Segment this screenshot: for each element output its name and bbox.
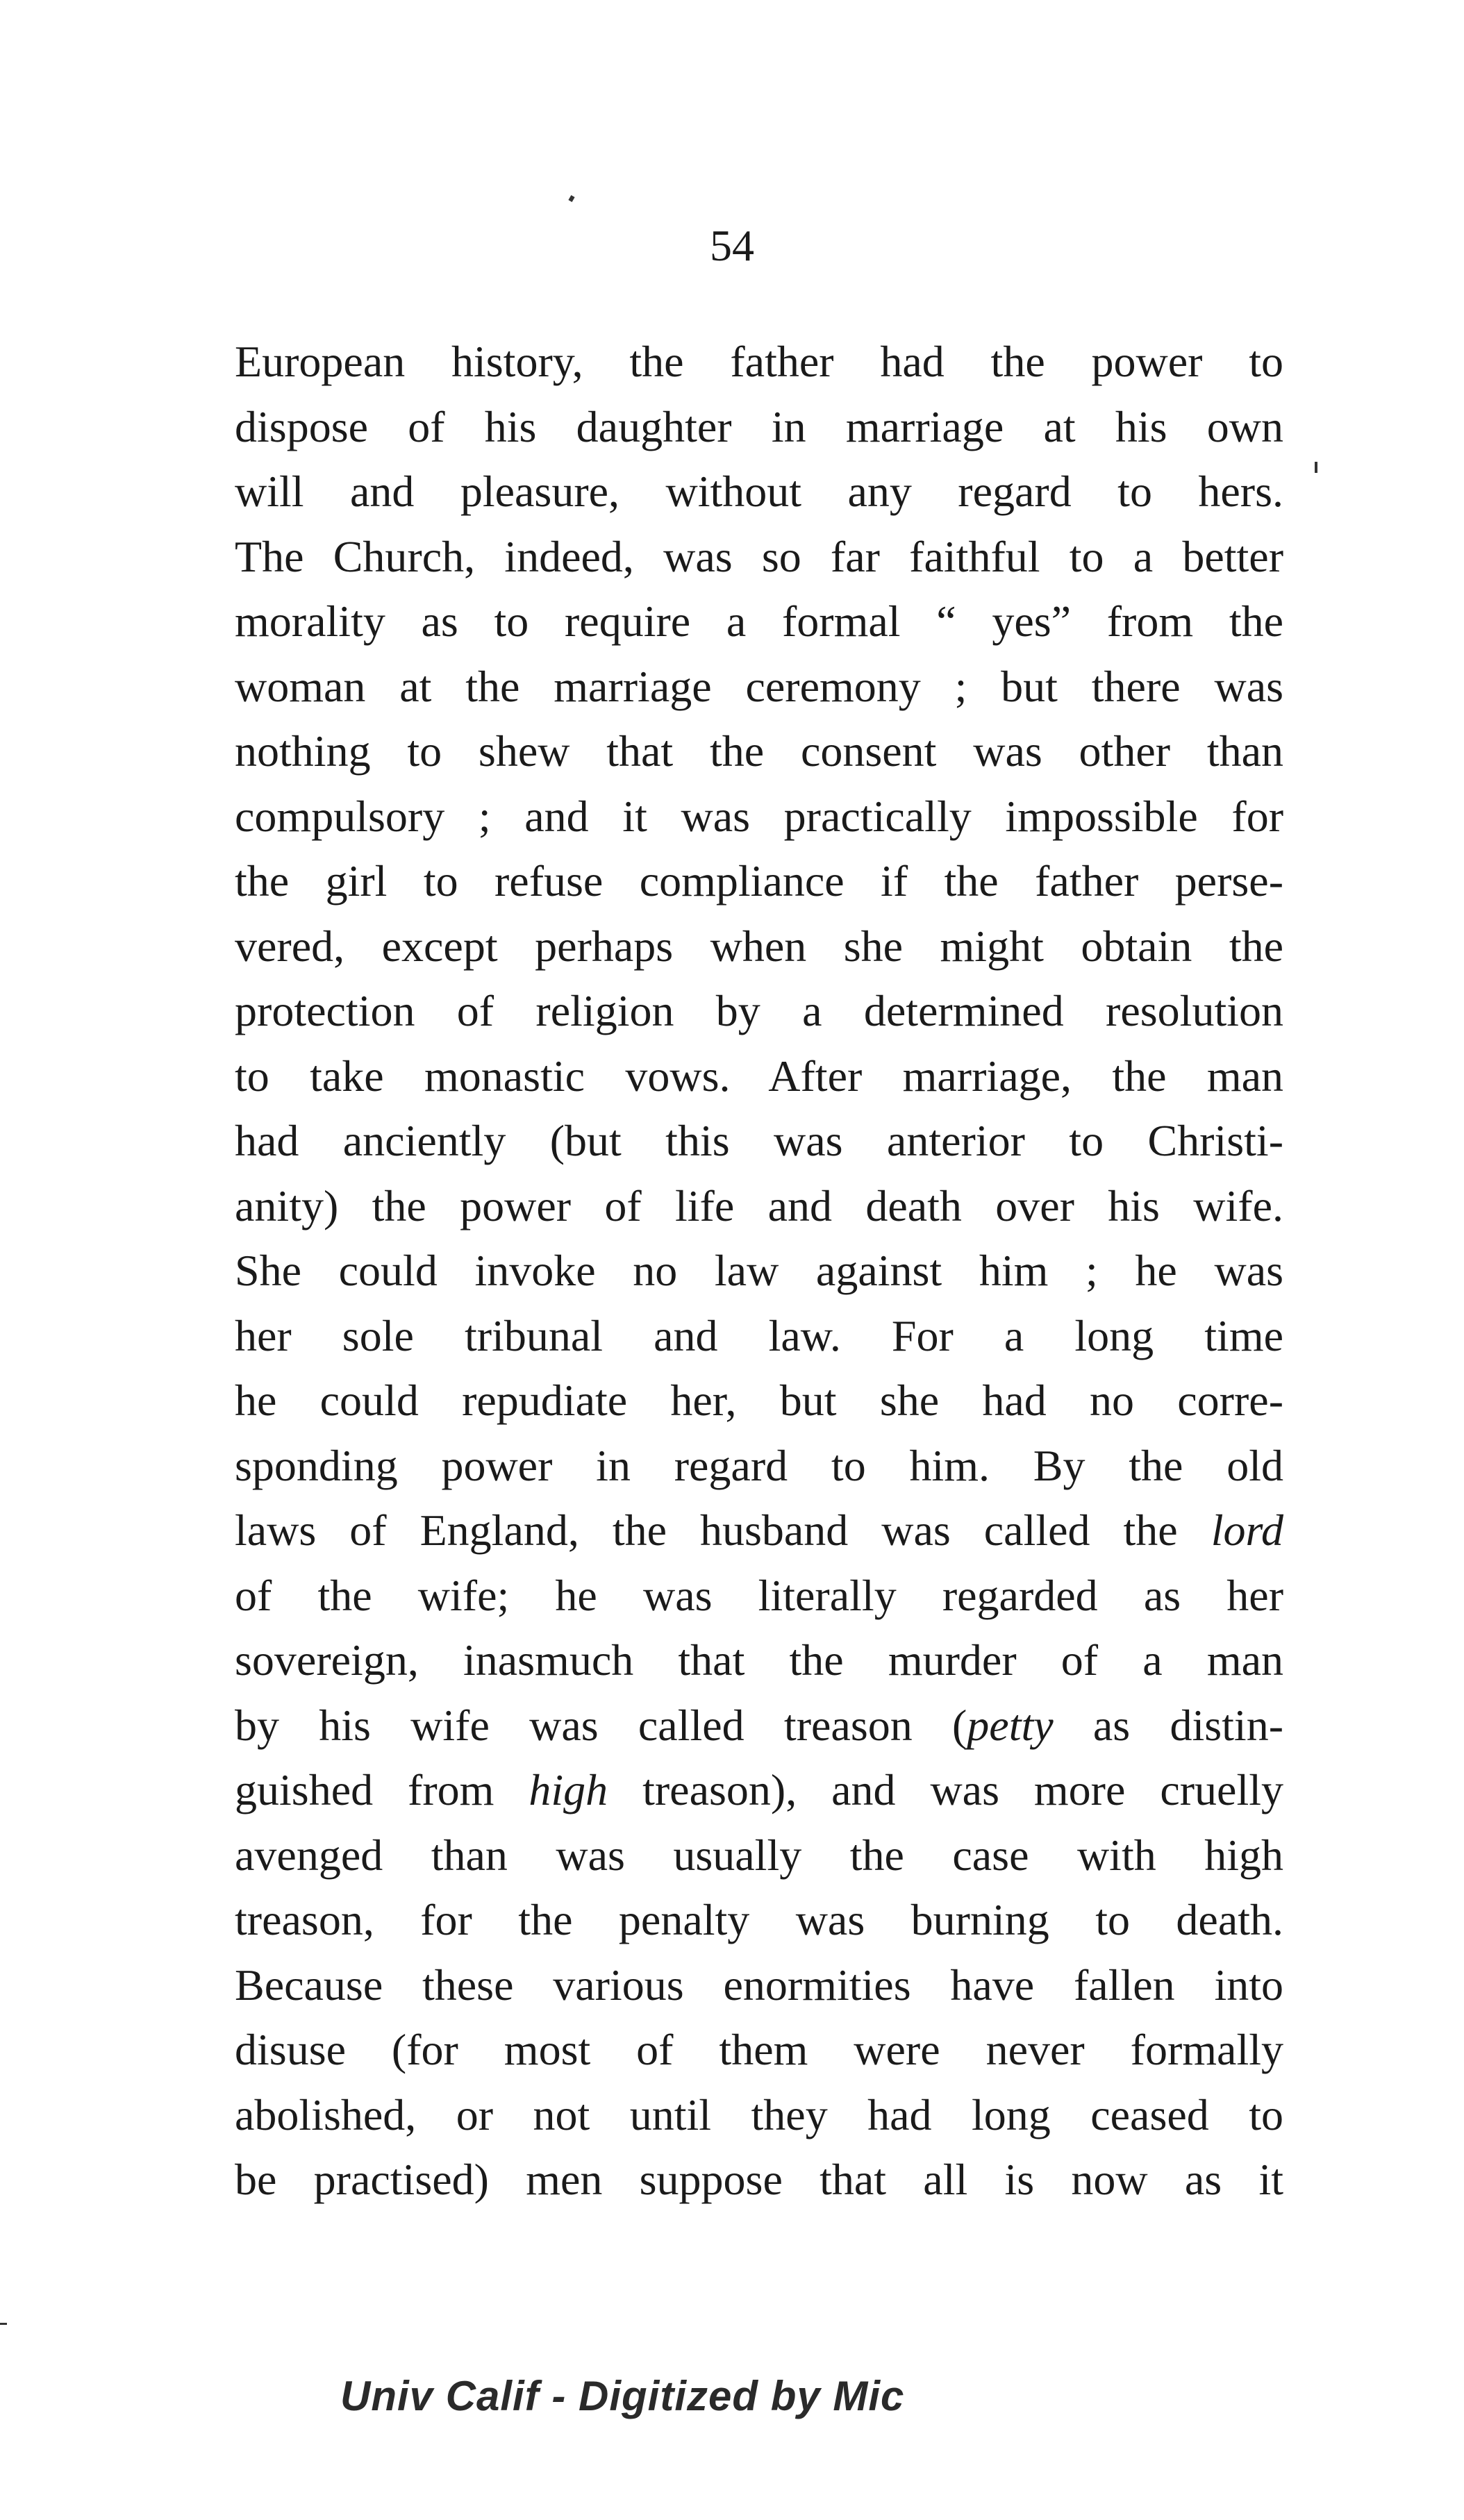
text-line: anity) the power of life and death over his wife. — [235, 1180, 1283, 1230]
text-line — [235, 1498, 1283, 1563]
italic-word: petty — [967, 1700, 1054, 1750]
text-line: She could invoke no law against him ; he was — [235, 1246, 1283, 1295]
text-line: disuse (for most of them were never formally — [235, 2025, 1283, 2074]
text-line: nothing to shew that the consent was other than — [235, 726, 1283, 776]
text-line: of the wife; he was literally regarded as her — [235, 1570, 1283, 1620]
text-line: The Church, indeed, was so far faithful to a better — [235, 531, 1283, 581]
text-line — [235, 1758, 1283, 1823]
text-segment: as distin- — [1053, 1700, 1284, 1750]
text-segment: laws of England, the husband was called the — [235, 1505, 1211, 1555]
text-line: Because these various enormities have fallen into — [235, 1960, 1283, 2010]
ink-speck — [0, 2323, 7, 2325]
text-line: sovereign, inasmuch that the murder of a man — [235, 1635, 1283, 1685]
text-line — [235, 1693, 1283, 1758]
text-line: be practised) men suppose that all is now as it — [235, 2155, 1283, 2204]
body-text — [235, 329, 1283, 2212]
text-line: her sole tribunal and law. For a long time — [235, 1310, 1283, 1360]
text-line: abolished, or not until they had long ceased to — [235, 2089, 1283, 2139]
text-line: sponding power in regard to him. By the old — [235, 1440, 1283, 1490]
text-line: had anciently (but this was anterior to Christi- — [235, 1116, 1283, 1165]
text-line: dispose of his daughter in marriage at his own — [235, 401, 1283, 451]
text-line: morality as to require a formal “ yes” from the — [235, 596, 1283, 646]
text-segment: treason), and was more cruelly — [608, 1765, 1284, 1814]
digitization-watermark: Univ Calif - Digitized by Mic — [340, 2373, 905, 2419]
text-line: treason, for the penalty was burning to death. — [235, 1895, 1283, 1944]
text-line: will and pleasure, without any regard to hers. — [235, 467, 1283, 516]
text-line: compulsory ; and it was practically impossible for — [235, 791, 1283, 841]
text-line: protection of religion by a determined resolution — [235, 986, 1283, 1035]
ink-speck — [1315, 462, 1317, 473]
italic-word: high — [529, 1765, 608, 1814]
ink-speck — [568, 195, 574, 202]
text-line: vered, except perhaps when she might obtain the — [235, 921, 1283, 971]
italic-word: lord — [1211, 1505, 1283, 1555]
text-segment: by his wife was called treason ( — [235, 1700, 967, 1750]
text-line: to take monastic vows. After marriage, the man — [235, 1051, 1283, 1101]
text-segment: guished from — [235, 1765, 529, 1814]
text-line: the girl to refuse compliance if the father perse- — [235, 856, 1283, 906]
text-line: avenged than was usually the case with high — [235, 1830, 1283, 1880]
text-line: European history, the father had the power to — [235, 337, 1283, 386]
text-line: he could repudiate her, but she had no corre- — [235, 1376, 1283, 1425]
text-line: woman at the marriage ceremony ; but there was — [235, 661, 1283, 711]
page-number: 54 — [710, 221, 754, 270]
